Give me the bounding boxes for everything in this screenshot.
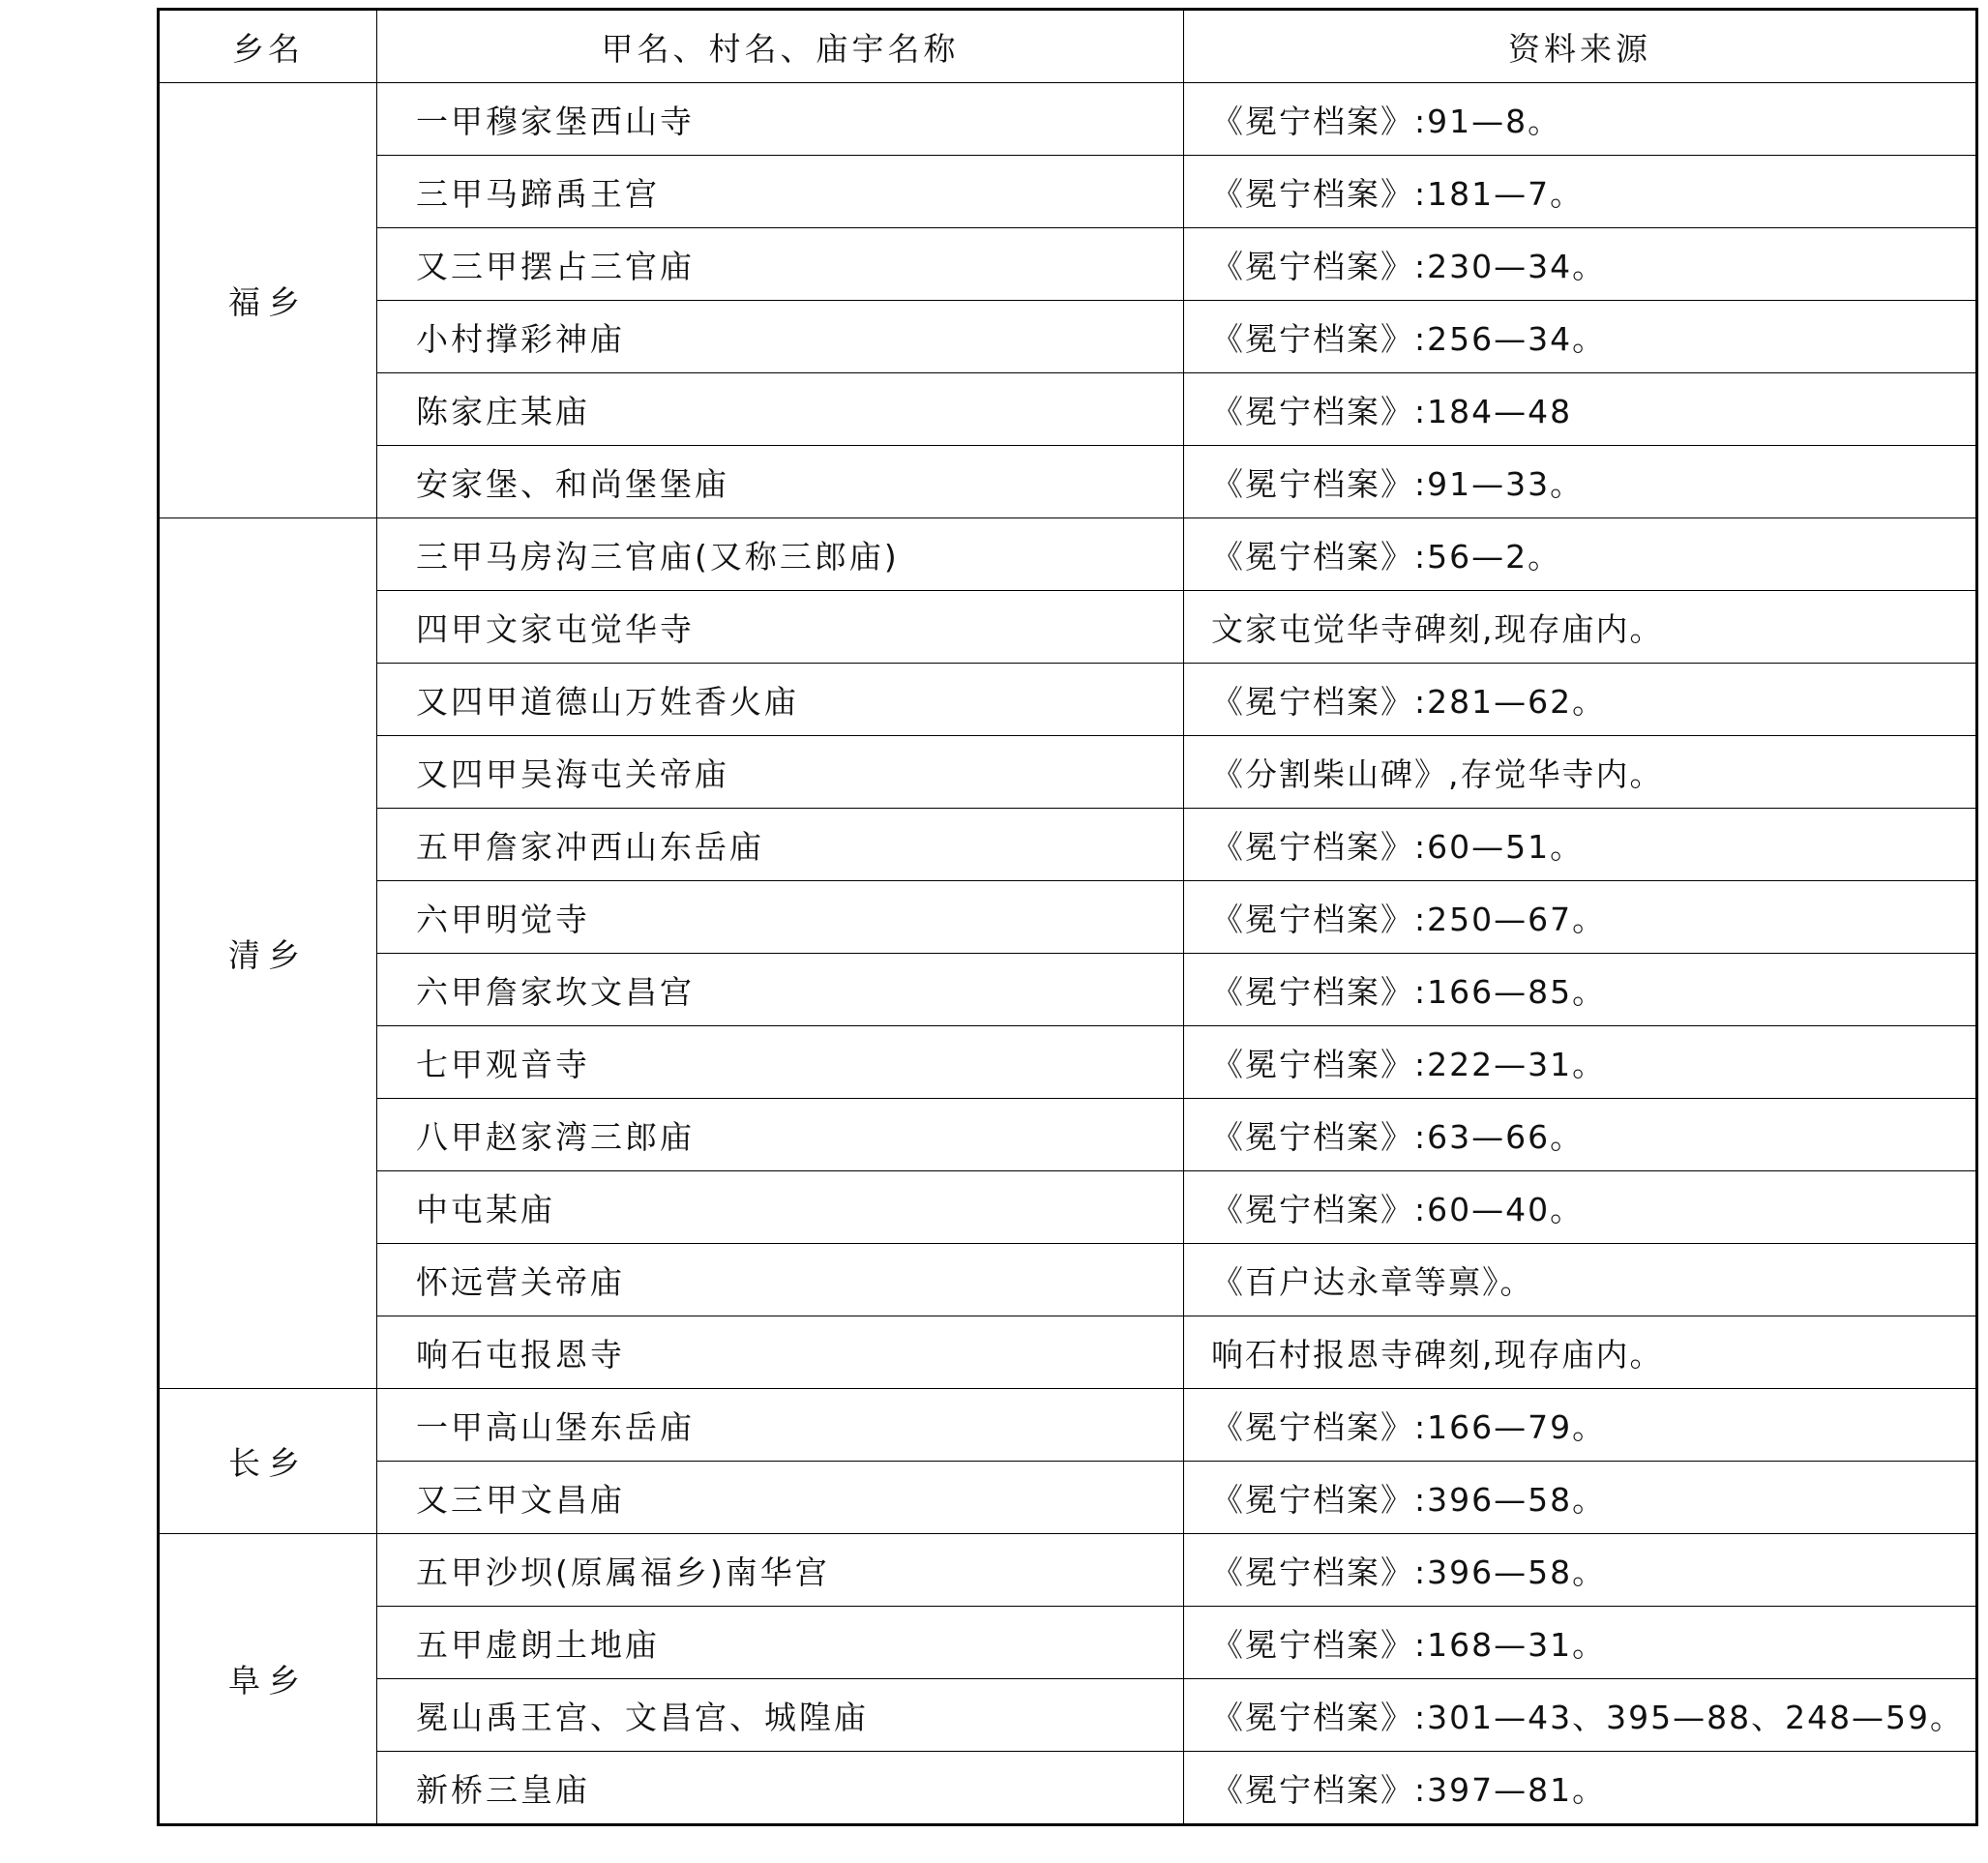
source-cell: 《冕宁档案》:396—58。	[1184, 1462, 1977, 1534]
source-cell: 《冕宁档案》:396—58。	[1184, 1534, 1977, 1607]
source-cell: 《冕宁档案》:63—66。	[1184, 1099, 1977, 1171]
temple-name-cell: 一甲穆家堡西山寺	[377, 83, 1184, 156]
table-row	[159, 1534, 1977, 1607]
table-row	[159, 1679, 1977, 1752]
temple-name-cell: 五甲詹家冲西山东岳庙	[377, 809, 1184, 881]
source-cell: 响石村报恩寺碑刻,现存庙内。	[1184, 1316, 1977, 1389]
temple-name-cell: 五甲沙坝(原属福乡)南华宫	[377, 1534, 1184, 1607]
table-row	[159, 954, 1977, 1026]
table-row	[159, 228, 1977, 301]
temple-name-cell: 陈家庄某庙	[377, 373, 1184, 446]
source-cell: 《冕宁档案》:397—81。	[1184, 1752, 1977, 1825]
source-cell: 《冕宁档案》:166—85。	[1184, 954, 1977, 1026]
temple-name-cell: 六甲明觉寺	[377, 881, 1184, 954]
table-header	[159, 10, 1977, 83]
source-cell: 《冕宁档案》:184—48	[1184, 373, 1977, 446]
source-cell: 《冕宁档案》:56—2。	[1184, 518, 1977, 591]
table-row	[159, 1171, 1977, 1244]
table-row	[159, 664, 1977, 736]
source-cell: 《冕宁档案》:91—8。	[1184, 83, 1977, 156]
temple-name-cell: 又三甲文昌庙	[377, 1462, 1184, 1534]
table-row	[159, 809, 1977, 881]
town-cell: 清乡	[159, 518, 377, 1389]
table-row	[159, 1244, 1977, 1316]
table-row	[159, 881, 1977, 954]
source-cell: 《冕宁档案》:301—43、395—88、248—59。	[1184, 1679, 1977, 1752]
table-row	[159, 1752, 1977, 1825]
temple-name-cell: 怀远营关帝庙	[377, 1244, 1184, 1316]
source-cell: 《冕宁档案》:250—67。	[1184, 881, 1977, 954]
source-cell: 《冕宁档案》:60—51。	[1184, 809, 1977, 881]
source-cell: 《冕宁档案》:256—34。	[1184, 301, 1977, 373]
temple-name-cell: 安家堡、和尚堡堡庙	[377, 446, 1184, 518]
source-cell: 《冕宁档案》:181—7。	[1184, 156, 1977, 228]
table-row	[159, 1389, 1977, 1462]
temple-name-cell: 五甲虚朗土地庙	[377, 1607, 1184, 1679]
table-row	[159, 156, 1977, 228]
header-town: 乡名	[159, 10, 377, 83]
temple-name-cell: 小村撑彩神庙	[377, 301, 1184, 373]
town-cell: 长乡	[159, 1389, 377, 1534]
source-cell: 《冕宁档案》:168—31。	[1184, 1607, 1977, 1679]
table-body	[159, 83, 1977, 1825]
table-row	[159, 1462, 1977, 1534]
source-cell: 《冕宁档案》:166—79。	[1184, 1389, 1977, 1462]
temple-name-cell: 六甲詹家坎文昌宫	[377, 954, 1184, 1026]
source-cell: 《冕宁档案》:230—34。	[1184, 228, 1977, 301]
temple-name-cell: 一甲高山堡东岳庙	[377, 1389, 1184, 1462]
temple-name-cell: 又四甲道德山万姓香火庙	[377, 664, 1184, 736]
table-row	[159, 373, 1977, 446]
table-row	[159, 518, 1977, 591]
source-cell: 文家屯觉华寺碑刻,现存庙内。	[1184, 591, 1977, 664]
source-cell: 《冕宁档案》:222—31。	[1184, 1026, 1977, 1099]
temple-table	[157, 8, 1978, 1826]
table-row	[159, 591, 1977, 664]
header-source: 资料来源	[1184, 10, 1977, 83]
temple-name-cell: 冕山禹王宫、文昌宫、城隍庙	[377, 1679, 1184, 1752]
temple-name-cell: 新桥三皇庙	[377, 1752, 1184, 1825]
table-row	[159, 83, 1977, 156]
town-cell: 福乡	[159, 83, 377, 518]
table-row	[159, 1099, 1977, 1171]
temple-name-cell: 七甲观音寺	[377, 1026, 1184, 1099]
table-row	[159, 1607, 1977, 1679]
header-row	[159, 10, 1977, 83]
temple-name-cell: 三甲马蹄禹王宫	[377, 156, 1184, 228]
table-row	[159, 446, 1977, 518]
temple-name-cell: 响石屯报恩寺	[377, 1316, 1184, 1389]
temple-name-cell: 八甲赵家湾三郎庙	[377, 1099, 1184, 1171]
temple-name-cell: 四甲文家屯觉华寺	[377, 591, 1184, 664]
source-cell: 《冕宁档案》:281—62。	[1184, 664, 1977, 736]
temple-name-cell: 又三甲摆占三官庙	[377, 228, 1184, 301]
source-cell: 《百户达永章等禀》。	[1184, 1244, 1977, 1316]
source-cell: 《分割柴山碑》,存觉华寺内。	[1184, 736, 1977, 809]
table-row	[159, 1026, 1977, 1099]
town-cell: 阜乡	[159, 1534, 377, 1825]
table-row	[159, 1316, 1977, 1389]
header-name: 甲名、村名、庙宇名称	[377, 10, 1184, 83]
table-row	[159, 736, 1977, 809]
table-row	[159, 301, 1977, 373]
source-cell: 《冕宁档案》:91—33。	[1184, 446, 1977, 518]
temple-name-cell: 中屯某庙	[377, 1171, 1184, 1244]
source-cell: 《冕宁档案》:60—40。	[1184, 1171, 1977, 1244]
temple-name-cell: 三甲马房沟三官庙(又称三郎庙)	[377, 518, 1184, 591]
temple-name-cell: 又四甲吴海屯关帝庙	[377, 736, 1184, 809]
